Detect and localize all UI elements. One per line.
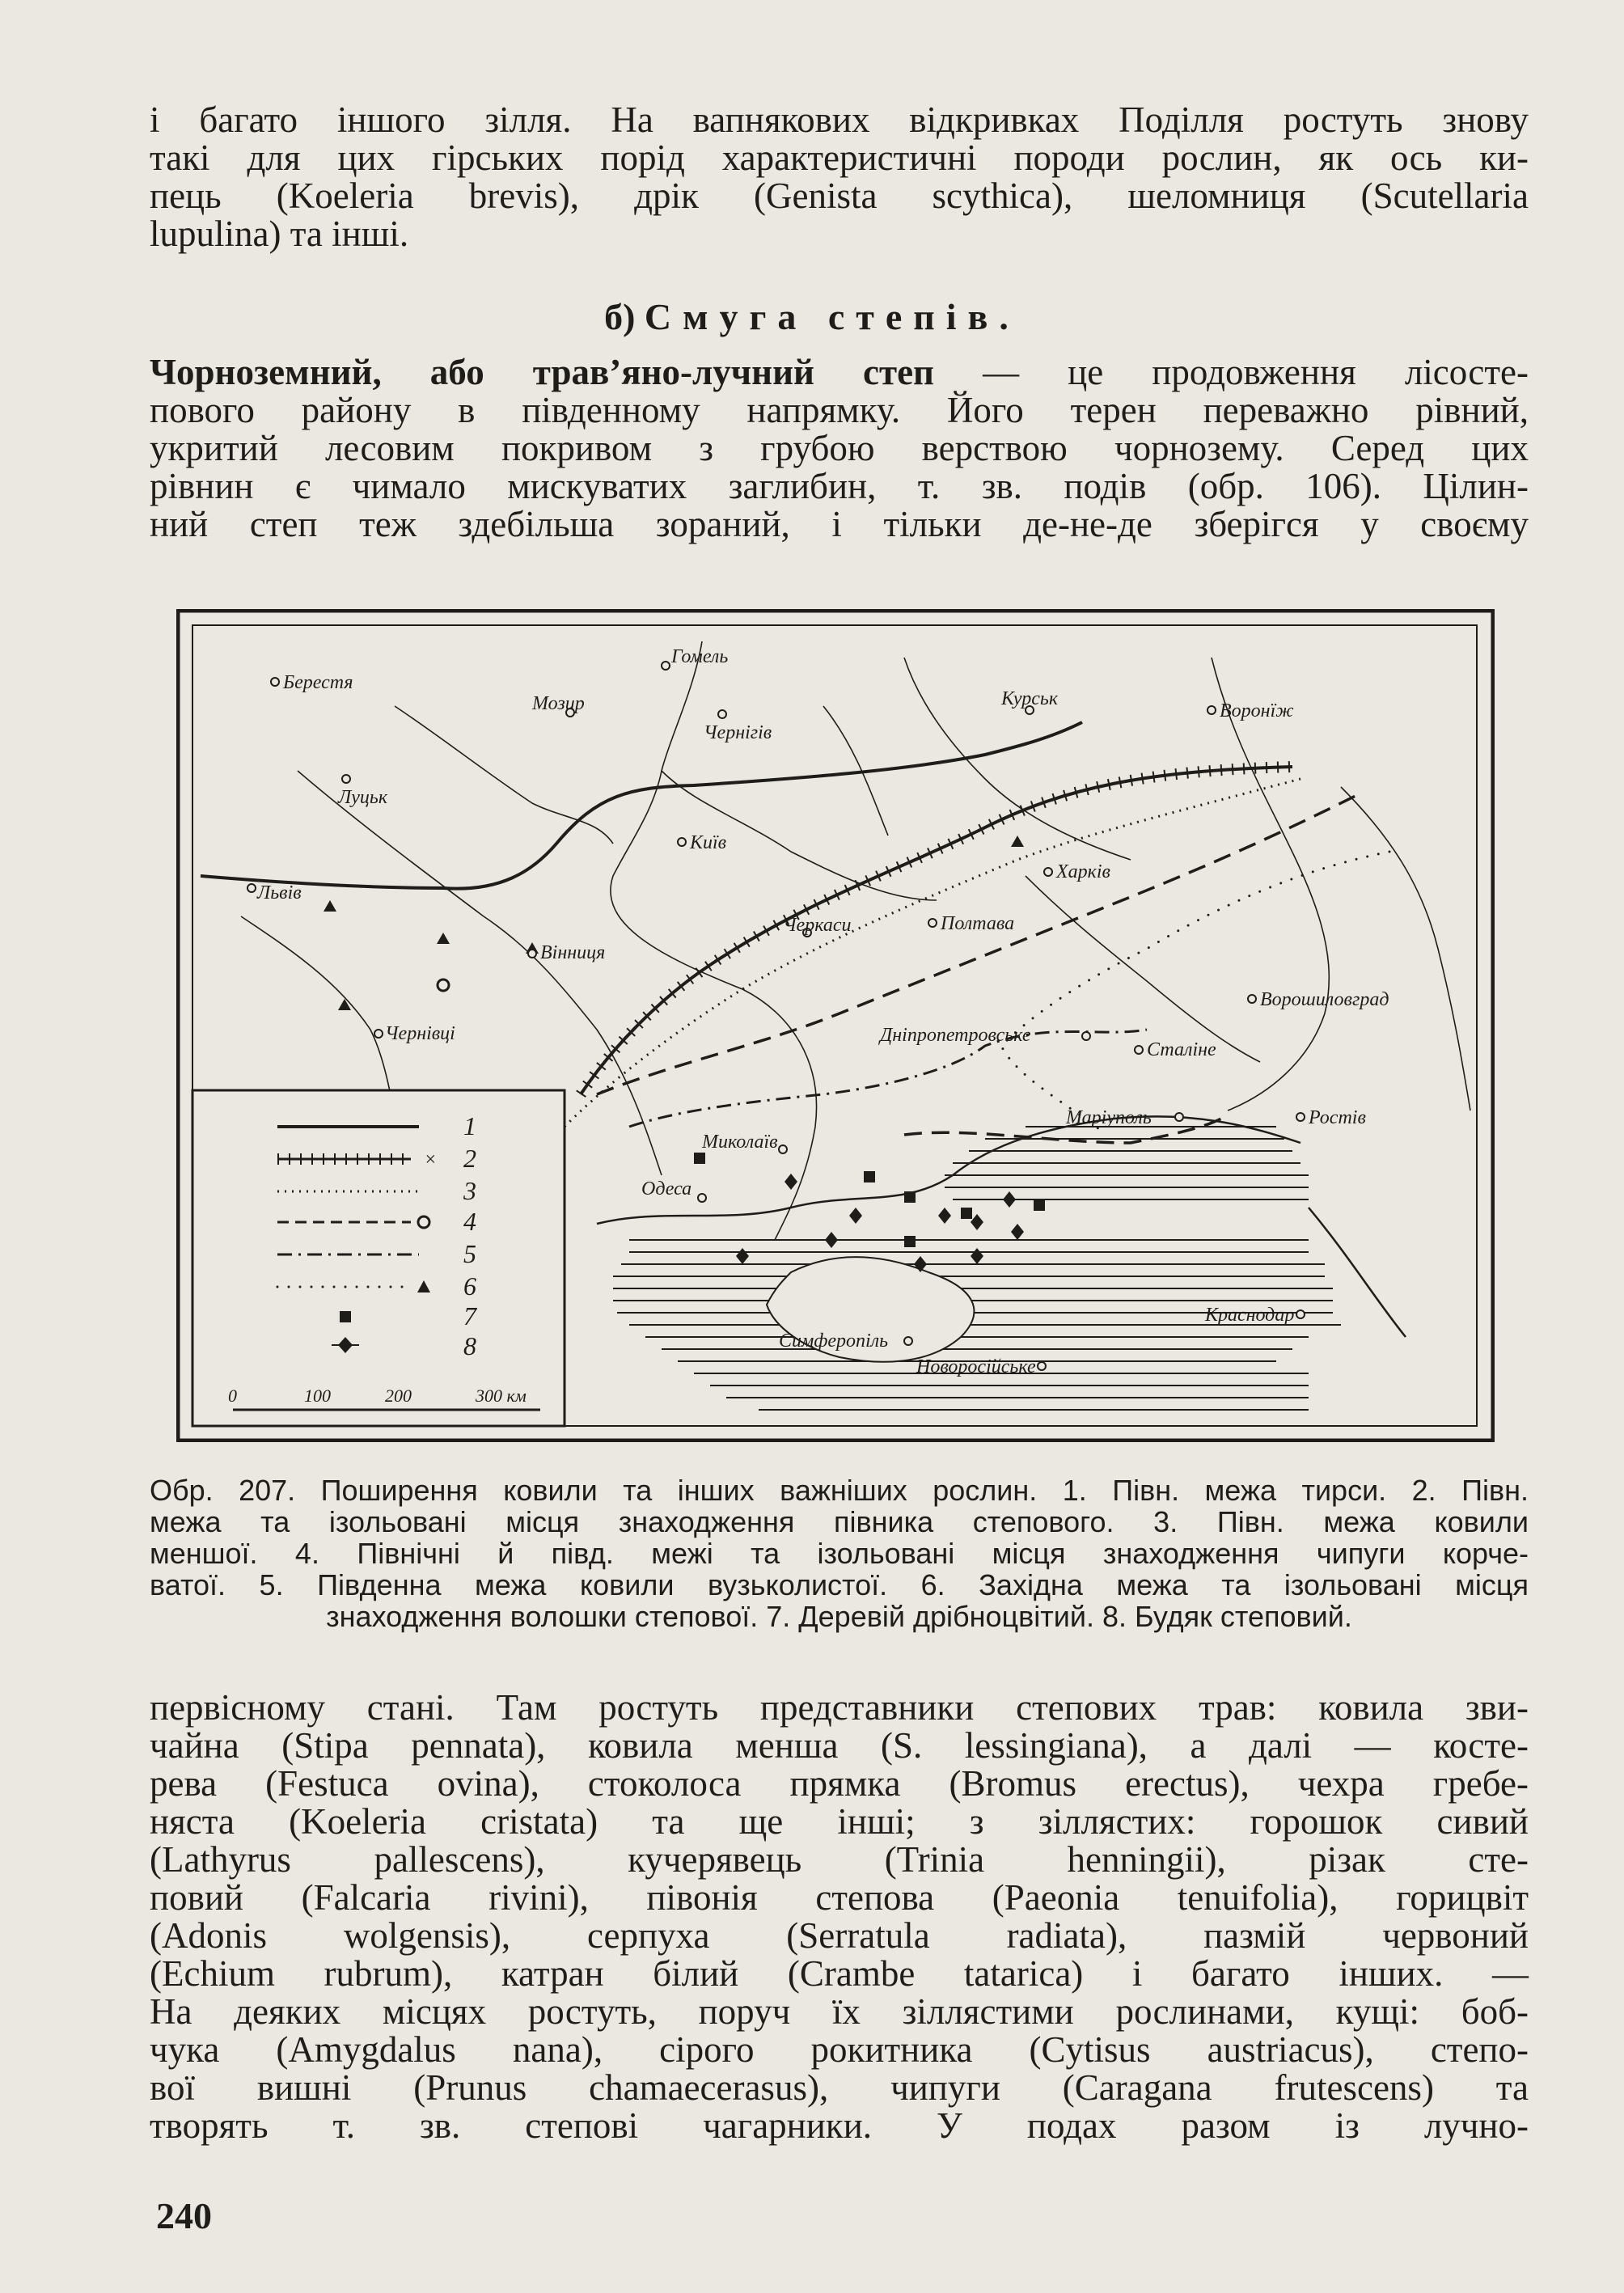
city-label: Сталіне xyxy=(1147,1039,1216,1060)
city-label: Львів xyxy=(257,882,302,903)
city-label: Полтава xyxy=(941,913,1015,934)
legend-number: 5 xyxy=(463,1239,476,1268)
text-line: вої вишні (Prunus chamaecerasus), чипуги (Caragana frutescens) та xyxy=(150,2067,1529,2108)
text-line: На деяких місцях ростуть, поруч їх зіллястими рослинами, кущі: боб- xyxy=(150,1991,1529,2032)
page-number: 240 xyxy=(156,2195,212,2236)
coastline xyxy=(1309,1208,1406,1337)
city-label: Чернівці xyxy=(385,1023,455,1044)
map-legend xyxy=(192,1090,565,1426)
text-line: няста (Koeleria cristata) та ще інші; з зіллястих: горошок сивий xyxy=(150,1801,1529,1842)
scale-label: 0 xyxy=(228,1386,237,1406)
city-label: Гомель xyxy=(671,646,729,667)
section-heading xyxy=(0,295,1624,338)
paragraph-top xyxy=(150,101,1529,253)
city-label: Краснодар xyxy=(1205,1305,1295,1326)
text-line: рівнин є чимало мискуватих заглибин, т. зв. подів (обр. 106). Цілин- xyxy=(150,466,1529,506)
city-label: Черкаси xyxy=(783,915,852,936)
text-line: пового району в південному напрямку. Його терен переважно рівний, xyxy=(150,390,1529,430)
triangle-markers xyxy=(324,836,1024,1010)
text-line: ний степ теж здебільша зораний, і тільки де-не-де зберігся у своєму xyxy=(150,504,1529,544)
text-line: і багато іншого зілля. На вапнякових відкривках Поділля ростуть знову xyxy=(150,99,1529,140)
heading-prefix: б) xyxy=(604,296,636,337)
caption-line: межа та ізольовані місця знаходження півника степового. 3. Півн. межа ковили xyxy=(150,1505,1529,1538)
scale-label: 200 xyxy=(385,1386,412,1406)
text-line xyxy=(150,353,1529,391)
svg-text:×: × xyxy=(424,1149,438,1170)
text-line: рева (Festuca ovina), стоколоса прямка (Bromus erectus), чехра гребе- xyxy=(150,1763,1529,1804)
text-line: (Lathyrus pallescens), кучерявець (Trinia henningii), різак сте- xyxy=(150,1839,1529,1880)
city-label: Берестя xyxy=(283,672,353,693)
text-line: чайна (Stipa pennata), ковила менша (S. lessingiana), а далі — косте- xyxy=(150,1725,1529,1766)
caption-line: ватої. 5. Південна межа ковили вузьколистої. 6. Західна межа та ізольовані місця xyxy=(150,1568,1529,1601)
boundary-line-1 xyxy=(201,722,1082,889)
text-line: (Adonis wolgensis), серпуха (Serratula radiata), пазмій червоний xyxy=(150,1915,1529,1956)
city-label: Новоросійське xyxy=(916,1356,1036,1377)
text-line: творять т. зв. степові чагарники. У подах разом із лучно- xyxy=(150,2105,1529,2146)
city-label: Одеса xyxy=(641,1178,692,1199)
city-label: Курськ xyxy=(1001,688,1059,709)
text-line: первісному стані. Там ростуть представники степових трав: ковила зви- xyxy=(150,1687,1529,1728)
text-line: повий (Falcaria rivini), півонія степова (Paeonia tenuifolia), горицвіт xyxy=(150,1877,1529,1918)
city-label: Ворошиловград xyxy=(1260,989,1389,1010)
city-label: Луцьк xyxy=(338,787,388,808)
caption-line: знаходження волошки степової. 7. Деревій дрібноцвітий. 8. Будяк степовий. xyxy=(326,1600,1352,1633)
text-line: (Echium rubrum), катран білий (Crambe tatarica) і багато інших. — xyxy=(150,1953,1529,1994)
boundary-line-3 xyxy=(565,779,1300,1127)
city-label: Мозир xyxy=(532,693,585,714)
scale-label: 300 км xyxy=(476,1386,527,1406)
paragraph-steppe xyxy=(150,353,1529,544)
vegetation-map xyxy=(176,609,1495,1442)
text-line: пець (Koeleria brevis), дрік (Genista scythica), шеломниця (Scutellaria xyxy=(150,176,1529,216)
bold-term: Чорноземний, або трав’яно-лучний степ xyxy=(150,352,934,392)
city-label: Чернігів xyxy=(704,722,772,743)
circle-markers xyxy=(438,979,449,991)
scale-label: 100 xyxy=(304,1386,331,1406)
city-label: Харків xyxy=(1056,861,1110,882)
city-label: Вінниця xyxy=(540,942,606,963)
legend-number: 7 xyxy=(463,1301,476,1331)
diamond-markers xyxy=(736,1174,1024,1272)
legend-number: 6 xyxy=(463,1271,476,1301)
city-label: Ростів xyxy=(1309,1107,1366,1128)
legend-number: 3 xyxy=(463,1176,476,1205)
paragraph-bottom xyxy=(150,1689,1529,2145)
text-line: lupulina) та інші. xyxy=(150,214,409,254)
figure-caption xyxy=(150,1474,1529,1632)
legend-number: 4 xyxy=(463,1207,476,1236)
text-line: укритий лесовим покривом з грубою верствою чорнозему. Серед цих xyxy=(150,428,1529,468)
caption-line: меншої. 4. Північні й півд. межі та ізольовані місця знаходження чипуги корче- xyxy=(150,1537,1529,1570)
city-label: Миколаїв xyxy=(702,1132,778,1153)
city-label: Київ xyxy=(690,832,727,853)
text-line: чука (Amygdalus nana), сірого рокитника (Cytisus austriacus), степо- xyxy=(150,2029,1529,2070)
text-fragment: — це продовження лісосте- xyxy=(934,352,1529,392)
legend-number: 1 xyxy=(463,1111,476,1140)
caption-line: Обр. 207. Поширення ковили та інших важніших рослин. 1. Півн. межа тирси. 2. Півн. xyxy=(150,1474,1529,1507)
city-label: Маріуполь xyxy=(1066,1107,1152,1128)
city-label: Воронїж xyxy=(1220,700,1294,721)
city-label: Симферопіль xyxy=(779,1331,889,1352)
legend-number: 8 xyxy=(463,1331,476,1360)
heading-title: Смуга степів. xyxy=(644,296,1020,337)
text-line: такі для цих гірських порід характеристичні породи рослин, як ось ки- xyxy=(150,137,1529,178)
city-label: Дніпропетровське xyxy=(880,1025,1031,1046)
legend-number: 2 xyxy=(463,1144,476,1173)
